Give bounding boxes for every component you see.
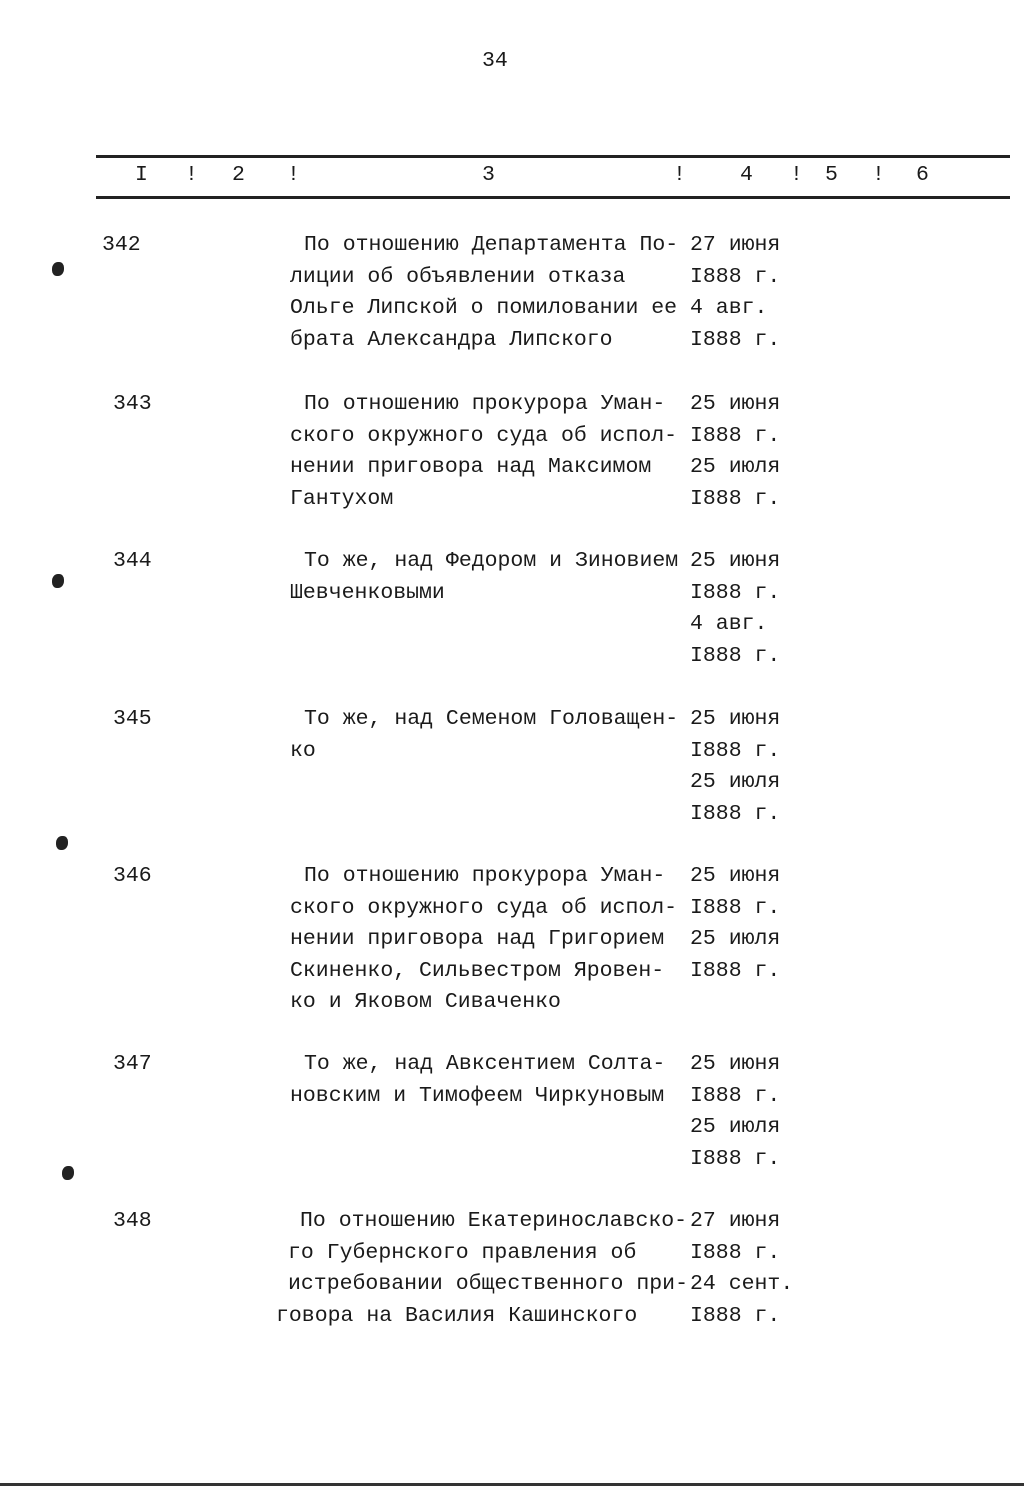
entry-dates xyxy=(690,1206,793,1332)
col-separator: ! xyxy=(872,163,885,187)
date-line: 4 авг. xyxy=(690,612,768,636)
entry-dates xyxy=(690,704,780,830)
entry-dates xyxy=(690,230,780,356)
col-header-3: 3 xyxy=(482,163,495,187)
binding-hole-mark xyxy=(52,574,64,588)
entry-dates xyxy=(690,389,780,515)
entry-description xyxy=(290,389,690,515)
entry-dates xyxy=(690,546,780,672)
page-number: 34 xyxy=(482,49,508,73)
col-header-6: 6 xyxy=(916,163,929,187)
col-header-2: 2 xyxy=(232,163,245,187)
description-line: новским и Тимофеем Чиркуновым xyxy=(290,1083,665,1108)
date-line: 25 июня xyxy=(690,864,781,888)
entry-description xyxy=(290,704,690,767)
date-line: I888 г. xyxy=(690,486,781,511)
entry-description xyxy=(290,546,690,609)
description-line: брата Александра Липского xyxy=(290,327,613,352)
col-header-4: 4 xyxy=(740,163,753,187)
date-line: I888 г. xyxy=(690,895,781,920)
description-line: По отношению Екатеринославско- xyxy=(300,1209,688,1233)
description-line: Гантухом xyxy=(290,486,394,511)
date-line: 25 июля xyxy=(690,927,781,951)
col-header-5: 5 xyxy=(825,163,838,187)
col-header-1: I xyxy=(135,163,148,187)
description-line: По отношению Департамента По- xyxy=(304,233,679,257)
entry-number: 343 xyxy=(113,392,152,416)
date-line: I888 г. xyxy=(690,1240,781,1265)
date-line: I888 г. xyxy=(690,643,781,668)
date-line: 24 сент. xyxy=(690,1272,794,1296)
entry-dates xyxy=(690,861,780,987)
header-top-rule xyxy=(96,155,1010,158)
col-separator: ! xyxy=(790,163,803,187)
description-line: истребовании общественного при- xyxy=(288,1272,688,1296)
col-separator: ! xyxy=(673,163,686,187)
date-line: 25 июля xyxy=(690,770,781,794)
date-line: I888 г. xyxy=(690,580,781,605)
date-line: I888 г. xyxy=(690,738,781,763)
description-line: го Губернского правления об xyxy=(288,1240,637,1265)
binding-hole-mark xyxy=(56,836,68,850)
entry-description xyxy=(290,1049,690,1112)
date-line: 25 июня xyxy=(690,1052,781,1076)
date-line: I888 г. xyxy=(690,958,781,983)
entry-number: 344 xyxy=(113,549,152,573)
description-line: Ольге Липской о помиловании ее xyxy=(290,296,678,320)
date-line: 25 июля xyxy=(690,455,781,479)
date-line: 25 июня xyxy=(690,392,781,416)
date-line: 4 авг. xyxy=(690,296,768,320)
description-line: ского окружного суда об испол- xyxy=(290,895,678,920)
date-line: I888 г. xyxy=(690,801,781,826)
description-line: ко xyxy=(290,738,316,763)
entry-description xyxy=(290,861,690,1019)
date-line: I888 г. xyxy=(690,1146,781,1171)
col-separator: ! xyxy=(287,163,300,187)
description-line: Шевченковыми xyxy=(290,580,445,605)
date-line: I888 г. xyxy=(690,264,781,289)
entry-description xyxy=(290,230,690,356)
date-line: 25 июля xyxy=(690,1115,781,1139)
col-separator: ! xyxy=(185,163,198,187)
description-line: То же, над Авксентием Солта- xyxy=(304,1052,666,1076)
description-line: По отношению прокурора Уман- xyxy=(304,864,666,888)
date-line: I888 г. xyxy=(690,1083,781,1108)
description-line: То же, над Семеном Головащен- xyxy=(304,707,679,731)
binding-hole-mark xyxy=(52,262,64,276)
description-line: лиции об объявлении отказа xyxy=(290,264,626,289)
date-line: I888 г. xyxy=(690,1303,781,1328)
description-line: ского окружного суда об испол- xyxy=(290,423,678,448)
entry-number: 345 xyxy=(113,707,152,731)
description-line: По отношению прокурора Уман- xyxy=(304,392,666,416)
description-line: ко и Яковом Сиваченко xyxy=(290,990,561,1014)
entry-number: 347 xyxy=(113,1052,152,1076)
header-bottom-rule xyxy=(96,196,1010,199)
description-line: нении приговора над Максимом xyxy=(290,455,652,479)
entry-number: 342 xyxy=(102,233,141,257)
date-line: I888 г. xyxy=(690,423,781,448)
description-line: Скиненко, Сильвестром Яровен- xyxy=(290,958,665,983)
binding-hole-mark xyxy=(62,1166,74,1180)
date-line: 27 июня xyxy=(690,233,781,257)
entry-description xyxy=(276,1206,688,1332)
date-line: 25 июня xyxy=(690,549,781,573)
entry-number: 348 xyxy=(113,1209,152,1233)
description-line: говора на Василия Кашинского xyxy=(276,1303,638,1328)
date-line: I888 г. xyxy=(690,327,781,352)
date-line: 25 июня xyxy=(690,707,781,731)
entry-number: 346 xyxy=(113,864,152,888)
entry-dates xyxy=(690,1049,780,1175)
description-line: нении приговора над Григорием xyxy=(290,927,665,951)
description-line: То же, над Федором и Зиновием xyxy=(304,549,679,573)
date-line: 27 июня xyxy=(690,1209,781,1233)
